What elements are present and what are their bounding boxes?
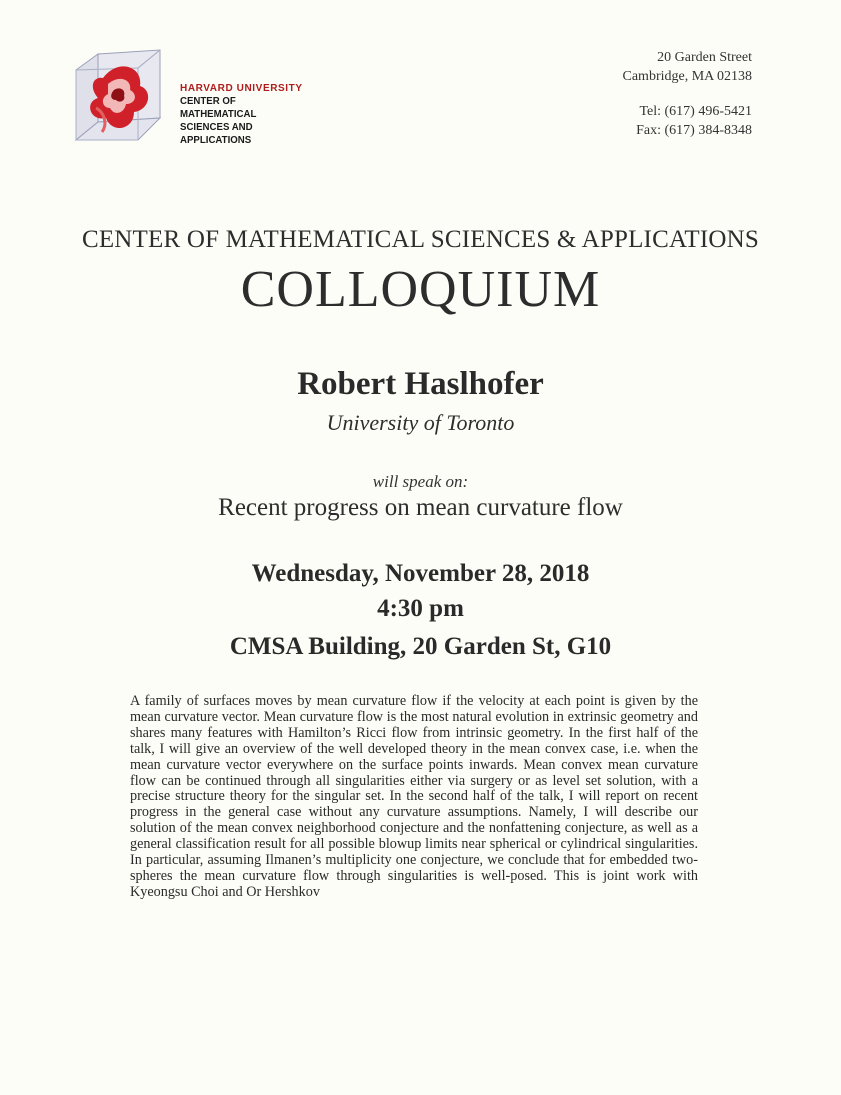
cmsa-logo — [68, 48, 318, 148]
cube-surface-logo-icon — [68, 48, 168, 148]
event-date: Wednesday, November 28, 2018 — [251, 560, 590, 587]
address-spacer — [623, 86, 753, 102]
speaker-name: Robert Haslhofer — [297, 366, 544, 402]
address-city: Cambridge, MA 02138 — [622, 69, 752, 84]
center-title: CENTER OF MATHEMATICAL SCIENCES & APPLICATIONS — [81, 226, 760, 253]
phone-number: Tel: (617) 496-5421 — [639, 104, 752, 119]
logo-line-university: HARVARD UNIVERSITY — [180, 83, 303, 94]
fax-number: Fax: (617) 384-8348 — [636, 123, 752, 138]
series-title: COLLOQUIUM — [240, 261, 601, 318]
logo-line-sciences: SCIENCES AND APPLICATIONS — [180, 121, 253, 146]
event-location: CMSA Building, 20 Garden St, G10 — [229, 633, 612, 660]
logo-wordmark — [180, 82, 318, 147]
event-time: 4:30 pm — [377, 595, 464, 622]
abstract-text: A family of surfaces moves by mean curvature flow if the velocity at each point is given by the mean curvature vector. Mean curvature flow is the most natural evolution in extrinsic geometry and shares many features with Hamilton’s Ricci flow from intrinsic geometry. In the first half of the talk, I will give an overview of the well developed theory in the mean convex case, i.e. when the mean curvature vector everywhere on the surface points inwards. Mean convex mean curvature flow can be continued through all singularities either via surgery or as level set solution, with a precise structure theory for the singular set. In the second half of the talk, I will report on recent progress in the general case without any curvature assumptions. Namely, I will describe our solution of the mean convex neighborhood conjecture and the nonfattening conjecture, as well as a general classification result for all possible blowup limits near spherical or cylindrical singularities. In particular, assuming Ilmanen’s multiplicity one conjecture, we conclude that for embedded two-spheres the mean curvature flow through singularities is well-posed. This is joint work with Kyeongsu Choi and Or Hershkov — [130, 693, 698, 900]
speaker-affiliation: University of Toronto — [326, 410, 515, 435]
address-block — [623, 48, 753, 140]
speak-on-label: will speak on: — [372, 472, 469, 491]
logo-line-center: CENTER OF MATHEMATICAL — [180, 95, 257, 120]
address-street: 20 Garden Street — [657, 50, 752, 65]
talk-title: Recent progress on mean curvature flow — [218, 494, 623, 521]
